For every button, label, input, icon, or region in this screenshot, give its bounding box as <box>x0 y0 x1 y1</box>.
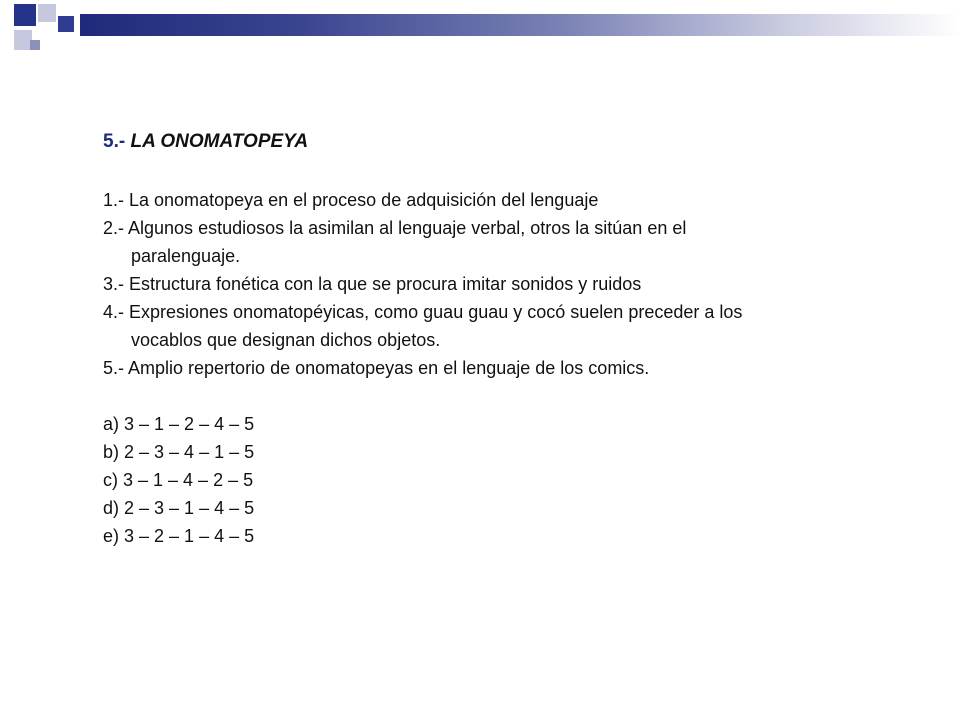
decor-square <box>30 40 40 50</box>
statement-item <box>103 354 923 382</box>
answer-option-e: e) 3 – 2 – 1 – 4 – 5 <box>103 526 255 546</box>
statement-text: 4.- Expresiones onomatopéyicas, como guau guau y cocó suelen preceder a los <box>103 302 743 322</box>
decor-square <box>38 4 56 22</box>
statement-continuation: vocablos que designan dichos objetos. <box>131 330 441 350</box>
statement-item <box>103 298 923 354</box>
slide-content <box>103 128 923 550</box>
statement-text: 1.- La onomatopeya en el proceso de adquisición del lenguaje <box>103 190 599 210</box>
answer-option-d: d) 2 – 3 – 1 – 4 – 5 <box>103 498 255 518</box>
title-text: LA ONOMATOPEYA <box>130 131 309 152</box>
statement-text: 3.- Estructura fonética con la que se procura imitar sonidos y ruidos <box>103 274 642 294</box>
decor-square <box>58 16 74 32</box>
statement-item <box>103 214 923 270</box>
statement-text: 2.- Algunos estudiosos la asimilan al lenguaje verbal, otros la sitúan en el <box>103 218 687 238</box>
statement-text: 5.- Amplio repertorio de onomatopeyas en el lenguaje de los comics. <box>103 358 650 378</box>
answer-option-a: a) 3 – 1 – 2 – 4 – 5 <box>103 414 255 434</box>
statement-list <box>103 186 923 382</box>
answer-option-c: c) 3 – 1 – 4 – 2 – 5 <box>103 470 254 490</box>
statement-item <box>103 186 923 214</box>
statement-item <box>103 270 923 298</box>
slide-title <box>103 128 923 156</box>
answer-option-b: b) 2 – 3 – 4 – 1 – 5 <box>103 442 255 462</box>
title-number: 5.- <box>103 131 126 152</box>
statement-continuation: paralenguaje. <box>131 246 241 266</box>
answer-options <box>103 410 923 550</box>
decor-square <box>14 4 36 26</box>
header-gradient-bar <box>80 14 960 36</box>
